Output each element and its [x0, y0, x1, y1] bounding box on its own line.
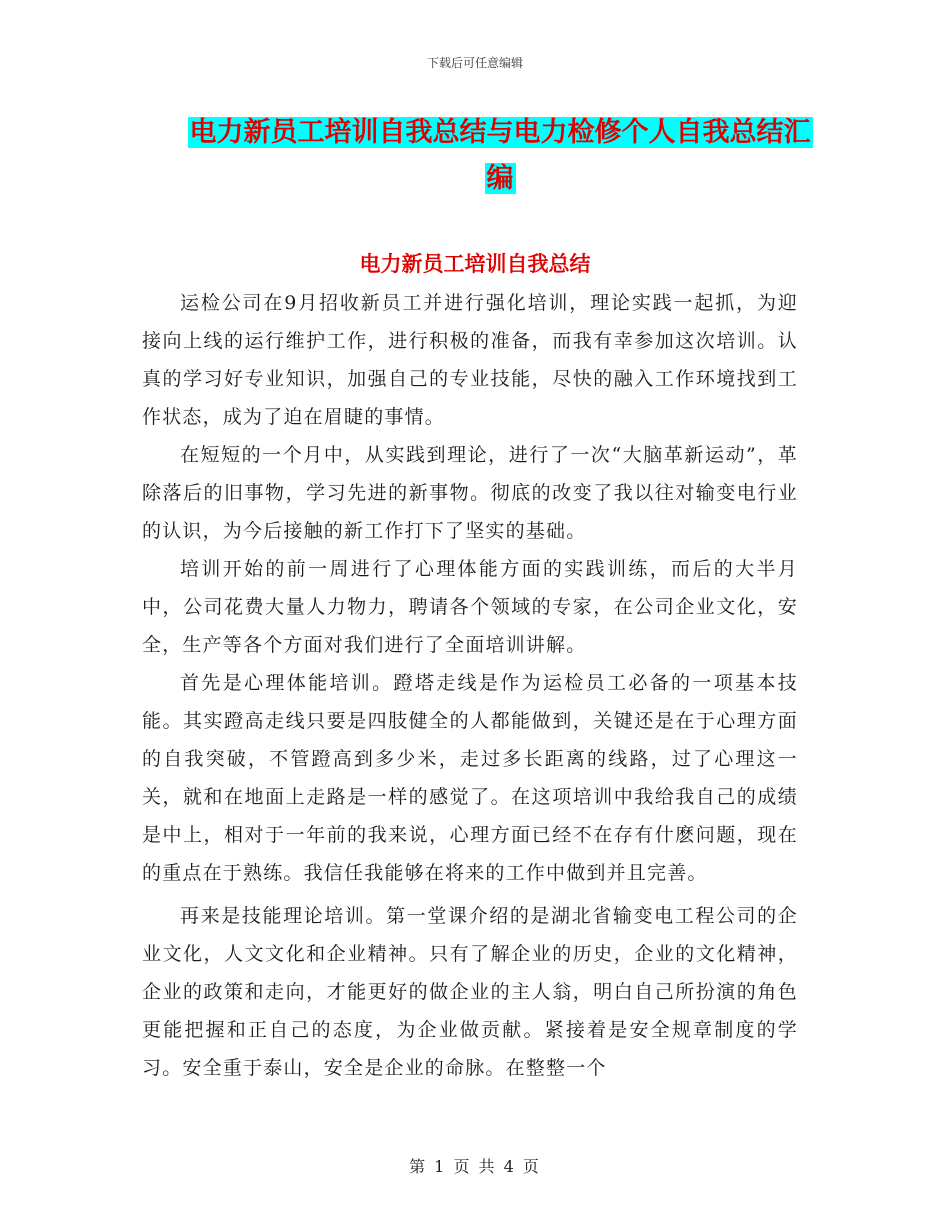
document-title-line-2: 编	[486, 163, 514, 194]
paragraph-3: 培训开始的前一周进行了心理体能方面的实践训练，而后的大半月中，公司花费大量人力物力，聘请各个领域的专家，在公司企业文化，安全，生产等各个方面对我们进行了全面培训讲解。	[142, 558, 798, 656]
document-title-line-1: 电力新员工培训自我总结与电力检修个人自我总结汇	[189, 117, 811, 148]
paragraph-5: 再来是技能理论培训。第一堂课介绍的是湖北省输变电工程公司的企业文化，人文文化和企业精神。只有了解企业的历史，企业的文化精神，企业的政策和走向，才能更好的做企业的主人翁，明白自己所扮演的角色更能把握和正自己的态度，为企业做贡献。紧接着是安全规章制度的学习。安全重于泰山，安全是企业的命脉。在整整一个	[142, 905, 798, 1079]
body-text	[142, 284, 798, 1087]
page-footer: 第 1 页 共 4 页	[409, 1157, 541, 1176]
section-title: 电力新员工培训自我总结	[359, 252, 591, 276]
paragraph-2: 在短短的一个月中，从实践到理论，进行了一次“大脑革新运动”，革除落后的旧事物，学习先进的新事物。彻底的改变了我以往对输变电行业的认识，为今后接触的新工作打下了坚实的基础。	[142, 444, 798, 542]
paragraph-1: 运检公司在9月招收新员工并进行强化培训，理论实践一起抓，为迎接向上线的运行维护工作，进行积极的准备，而我有幸参加这次培训。认真的学习好专业知识，加强自己的专业技能，尽快的融入工作环境找到工作状态，成为了迫在眉睫的事情。	[142, 292, 798, 428]
header-note: 下载后可任意编辑	[426, 56, 523, 70]
paragraph-4: 首先是心理体能培训。蹬塔走线是作为运检员工必备的一项基本技能。其实蹬高走线只要是四肢健全的人都能做到，关键还是在于心理方面的自我突破，不管蹬高到多少米，走过多长距离的线路，过了心理这一关，就和在地面上走路是一样的感觉了。在这项培训中我给我自己的成绩是中上，相对于一年前的我来说，心理方面已经不在存有什麽问题，现在的重点在于熟练。我信任我能够在将来的工作中做到并且完善。	[142, 672, 798, 884]
document-title	[180, 110, 820, 202]
